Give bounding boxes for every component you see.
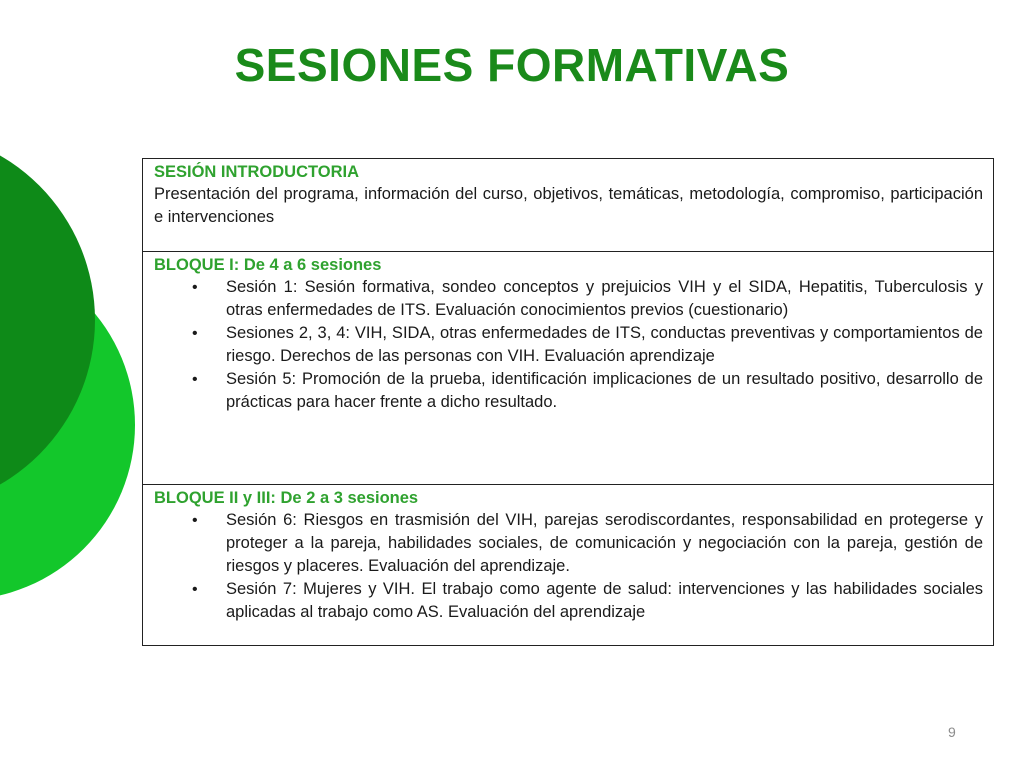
- intro-section: [143, 159, 993, 252]
- list-item-text: Sesión 1: Sesión formativa, sondeo conceptos y prejuicios VIH y el SIDA, Hepatitis, Tuberculosis y otras enfermedades de ITS. Evaluación conocimientos previos (cuestionario): [226, 278, 983, 319]
- list-item-text: Sesiones 2, 3, 4: VIH, SIDA, otras enfermedades de ITS, conductas preventivas y comportamientos de riesgo. Derechos de las personas con VIH. Evaluación aprendizaje: [226, 324, 983, 365]
- bloque2-heading: BLOQUE II y III: De 2 a 3 sesiones: [154, 489, 419, 507]
- bullet-icon: •: [192, 581, 198, 598]
- decorative-circles: [0, 0, 140, 620]
- list-item: [154, 578, 983, 624]
- list-item: [154, 509, 983, 578]
- list-item: [154, 276, 983, 322]
- bloque1-heading: BLOQUE I: De 4 a 6 sesiones: [154, 256, 382, 274]
- bullet-icon: •: [192, 279, 198, 296]
- list-item: [154, 368, 983, 414]
- bullet-icon: •: [192, 325, 198, 342]
- list-item: [154, 322, 983, 368]
- bullet-icon: •: [192, 371, 198, 388]
- page-number: 9: [948, 724, 956, 740]
- bloque2-list: [154, 509, 983, 624]
- sessions-table: [142, 158, 994, 646]
- list-item-text: Sesión 6: Riesgos en trasmisión del VIH, parejas serodiscordantes, responsabilidad en protegerse y proteger a la pareja, habilidades sociales, de comunicación y negociación con la pareja, gestión de riesgos y placeres. Evaluación del aprendizaje.: [226, 511, 983, 575]
- slide-title: SESIONES FORMATIVAS: [234, 39, 790, 91]
- bloque1-section: [143, 252, 993, 485]
- list-item-text: Sesión 5: Promoción de la prueba, identificación implicaciones de un resultado positivo, desarrollo de prácticas para hacer frente a dicho resultado.: [226, 370, 983, 411]
- intro-text: Presentación del programa, información del curso, objetivos, temáticas, metodología, compromiso, participación e intervenciones: [154, 185, 983, 226]
- bloque1-list: [154, 276, 983, 414]
- intro-heading: SESIÓN INTRODUCTORIA: [154, 163, 360, 181]
- bloque2-section: [143, 485, 993, 645]
- bullet-icon: •: [192, 512, 198, 529]
- list-item-text: Sesión 7: Mujeres y VIH. El trabajo como agente de salud: intervenciones y las habilidades sociales aplicadas al trabajo como AS. Evaluación del aprendizaje: [226, 580, 983, 621]
